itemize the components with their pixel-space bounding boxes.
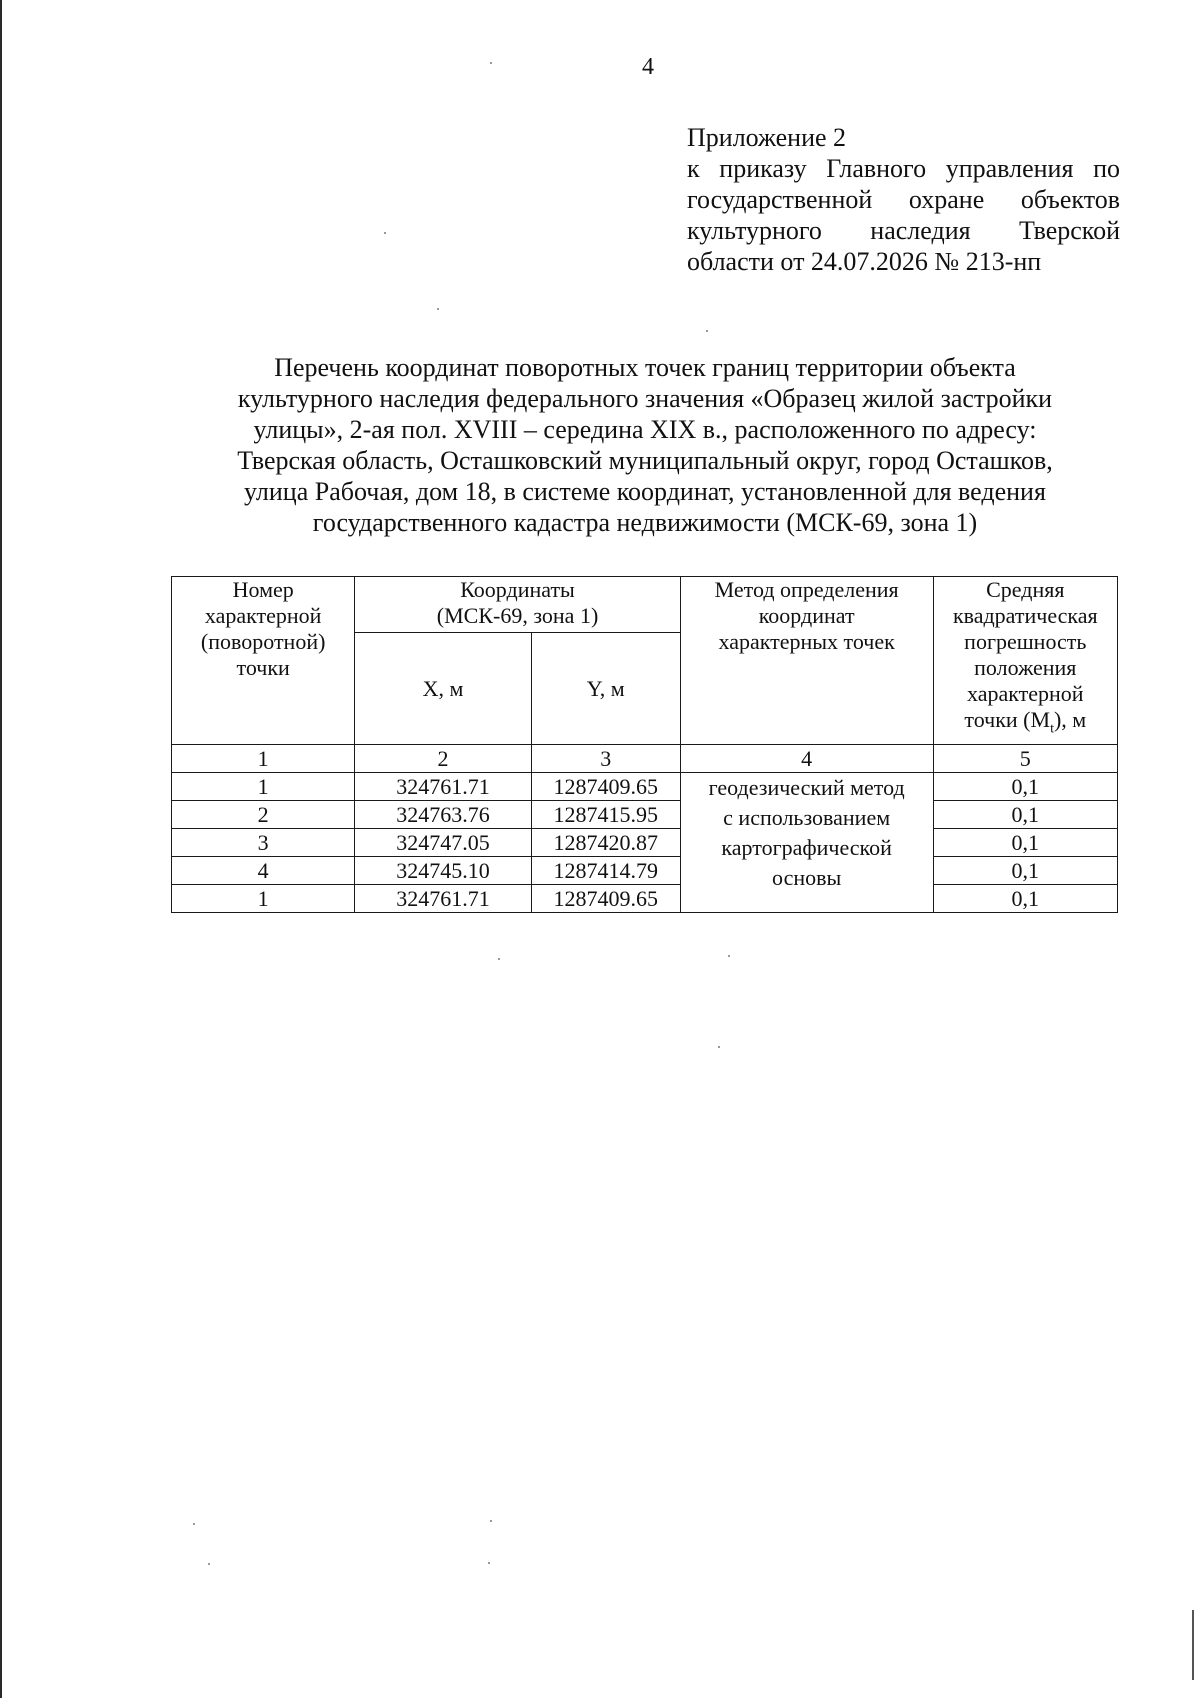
y-cell: 1287414.79 [531,857,680,885]
method-text: основы [772,865,842,890]
scan-speck [498,958,500,960]
table-row [172,801,1118,829]
appendix-line: к приказу Главного управления по [687,154,1120,183]
y-cell: 1287420.87 [531,829,680,857]
appendix-line: области от 24.07.2026 № 213-нп [687,247,1042,276]
method-cell [680,773,933,913]
table-row [172,885,1118,913]
header-text [936,707,1115,742]
header-subscript: t [1050,721,1054,737]
appendix-reference [687,153,1120,277]
table-header-row [172,577,1118,633]
scan-speck [208,1563,210,1565]
column-number-row [172,745,1118,773]
scan-left-edge [0,0,2,1698]
error-cell: 0,1 [933,857,1117,885]
point-number-cell: 1 [172,885,355,913]
scan-speck [384,232,386,234]
scan-speck [488,1562,490,1564]
y-cell: 1287409.65 [531,885,680,913]
column-number: 1 [172,745,355,773]
document-title [170,352,1120,538]
title-line: Тверская область, Осташковский муниципальный округ, город Осташков, [237,446,1053,475]
title-line: улица Рабочая, дом 18, в системе координат, установленной для ведения [244,477,1046,506]
header-method [680,577,933,745]
error-cell: 0,1 [933,773,1117,801]
point-number-cell: 2 [172,801,355,829]
scan-right-edge [1192,1610,1194,1680]
point-number-cell: 3 [172,829,355,857]
header-text: точки [236,655,290,680]
header-text: характерных точек [718,629,895,654]
table-row [172,773,1118,801]
y-cell: 1287415.95 [531,801,680,829]
scan-speck [718,1046,720,1048]
header-text: Метод определения [714,577,899,602]
column-number: 2 [355,745,531,773]
header-text-part: ), м [1053,707,1087,732]
header-coordinates [355,577,680,633]
method-text: геодезический метод [708,775,905,800]
header-text: Номер [232,577,294,602]
x-cell: 324747.05 [355,829,531,857]
header-text-part: точки (M [964,707,1051,732]
table-row [172,857,1118,885]
header-text: (МСК-69, зона 1) [436,603,599,628]
header-text: Координаты [460,577,575,602]
appendix-title: Приложение 2 [687,123,847,152]
table-row [172,829,1118,857]
header-text: (поворотной) [200,629,326,654]
title-line: улицы», 2-ая пол. XVIII – середина XIX в., расположенного по адресу: [253,415,1037,444]
header-x: X, м [355,633,531,745]
point-number-cell: 4 [172,857,355,885]
header-text: характерной [204,603,322,628]
x-cell: 324763.76 [355,801,531,829]
header-text: характерной [967,681,1084,706]
column-number: 4 [680,745,933,773]
header-text: Средняя [986,577,1065,602]
column-number: 5 [933,745,1117,773]
page-number: 4 [642,54,654,80]
column-number: 3 [531,745,680,773]
x-cell: 324745.10 [355,857,531,885]
x-cell: 324761.71 [355,885,531,913]
y-cell: 1287409.65 [531,773,680,801]
header-error [933,577,1117,745]
error-cell: 0,1 [933,801,1117,829]
scan-speck [706,330,708,332]
title-line: культурного наследия федерального значения «Образец жилой застройки [237,384,1053,413]
header-text: погрешность [964,629,1087,654]
header-point-number [172,577,355,745]
header-text: квадратическая [952,603,1098,628]
scan-speck [437,308,439,310]
title-line: государственного кадастра недвижимости (МСК-69, зона 1) [312,508,978,537]
appendix-line: государственной охране объектов [687,185,1120,214]
header-y: Y, м [531,633,680,745]
scan-speck [490,1520,492,1522]
error-cell: 0,1 [933,829,1117,857]
x-cell: 324761.71 [355,773,531,801]
header-text: координат [758,603,855,628]
appendix-line: культурного наследия Тверской [687,216,1120,245]
method-text: картографической [721,835,892,860]
scan-speck [728,955,730,957]
coordinates-table [171,576,1118,913]
scan-speck [193,1523,195,1525]
error-cell: 0,1 [933,885,1117,913]
header-text: положения [974,655,1077,680]
point-number-cell: 1 [172,773,355,801]
method-text: с использованием [723,805,891,830]
title-line: Перечень координат поворотных точек границ территории объекта [274,353,1016,382]
